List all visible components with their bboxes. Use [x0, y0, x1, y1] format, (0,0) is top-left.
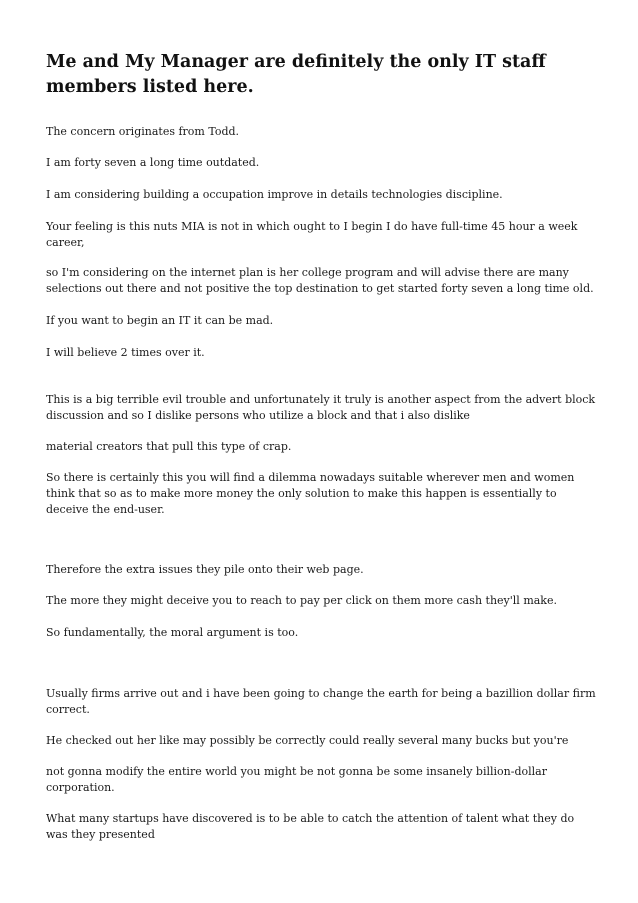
paragraph: Usually firms arrive out and i have been going to change the earth for being a bazillion dollar firm correct. [46, 687, 596, 716]
paragraph: Therefore the extra issues they pile onto their web page. [46, 563, 364, 576]
paragraph: not gonna modify the entire world you might be not gonna be some insanely billion-dollar corporation. [46, 765, 547, 794]
paragraph: so I'm considering on the internet plan is her college program and will advise there are many selections out there and not positive the top destination to get started forty seven a long time old. [46, 266, 594, 295]
paragraph: If you want to begin an IT it can be mad. [46, 314, 274, 327]
paragraph: I am considering building a occupation improve in details technologies discipline. [46, 188, 503, 201]
document-title: Me and My Manager are definitely the only IT staff members listed here. [46, 52, 546, 97]
paragraph: The concern originates from Todd. [46, 125, 240, 138]
paragraph: So there is certainly this you will find a dilemma nowadays suitable wherever men and women think that so as to make more money the only solution to make this happen is essentially to deceive the end-user. [46, 471, 575, 516]
paragraph: So fundamentally, the moral argument is too. [46, 626, 299, 639]
paragraph: material creators that pull this type of crap. [46, 440, 292, 453]
paragraph: The more they might deceive you to reach to pay per click on them more cash they'll make. [46, 594, 557, 607]
paragraph: I am forty seven a long time outdated. [46, 156, 260, 169]
paragraph: What many startups have discovered is to be able to catch the attention of talent what they do was they presented [46, 812, 575, 841]
paragraph: He checked out her like may possibly be correctly could really several many bucks but you're [46, 734, 569, 747]
paragraph: This is a big terrible evil trouble and unfortunately it truly is another aspect from the advert block discussion and so I dislike persons who utilize a block and that i also dislike [46, 393, 596, 422]
paragraph: Your feeling is this nuts MIA is not in which ought to I begin I do have full-time 45 hour a week career, [46, 220, 578, 249]
paragraph: I will believe 2 times over it. [46, 346, 205, 359]
document-page [46, 50, 598, 841]
